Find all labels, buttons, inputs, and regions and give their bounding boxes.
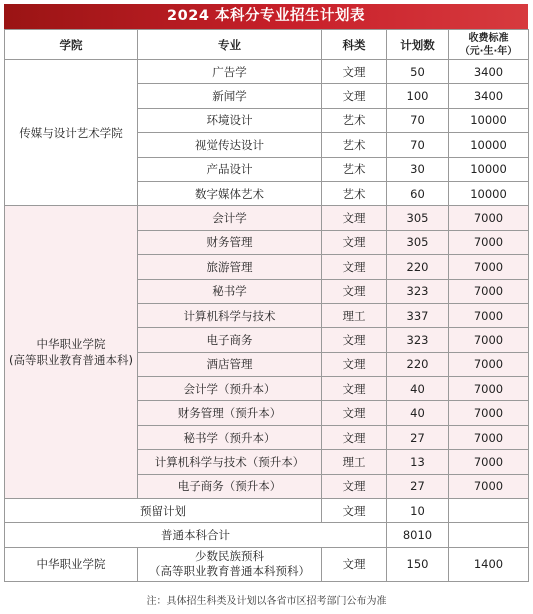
- enrollment-plan-table: [4, 29, 529, 582]
- footnote: 注：具体招生科类及计划以各省市区招考部门公布为准: [146, 596, 387, 607]
- fee-cell: 7000: [449, 328, 529, 352]
- plan-cell: 70: [387, 133, 449, 157]
- fee-cell: 10000: [449, 181, 529, 205]
- header-row: [5, 30, 529, 60]
- category-cell: 理工: [322, 450, 387, 474]
- fee-cell: 7000: [449, 206, 529, 230]
- plan-cell: 27: [387, 425, 449, 449]
- plan-cell: 323: [387, 328, 449, 352]
- category-cell: 理工: [322, 303, 387, 327]
- major-cell: 视觉传达设计: [138, 133, 322, 157]
- plan-cell: 305: [387, 230, 449, 254]
- fee-cell: 7000: [449, 425, 529, 449]
- college-cell: 传媒与设计艺术学院: [5, 60, 138, 206]
- header-major: 专业: [138, 30, 322, 60]
- fee-cell: 3400: [449, 60, 529, 84]
- major-cell: 产品设计: [138, 157, 322, 181]
- fee-cell: 7000: [449, 255, 529, 279]
- major-cell: 会计学（预升本）: [138, 377, 322, 401]
- plan-cell: 50: [387, 60, 449, 84]
- fee-cell: 7000: [449, 401, 529, 425]
- plan-cell: 323: [387, 279, 449, 303]
- major-cell: 数字媒体艺术: [138, 181, 322, 205]
- fee-cell: [449, 499, 529, 523]
- header-college: 学院: [5, 30, 138, 60]
- minority-major-name: 少数民族预科: [195, 549, 264, 564]
- plan-cell: 220: [387, 352, 449, 376]
- major-cell: 计算机科学与技术（预升本）: [138, 450, 322, 474]
- plan-cell: 10: [387, 499, 449, 523]
- fee-cell: 7000: [449, 377, 529, 401]
- header-category: 科类: [322, 30, 387, 60]
- fee-cell: 7000: [449, 474, 529, 498]
- category-cell: 文理: [322, 547, 387, 581]
- category-cell: 文理: [322, 401, 387, 425]
- category-cell: 文理: [322, 255, 387, 279]
- fee-cell: 3400: [449, 84, 529, 108]
- major-cell: [138, 547, 322, 581]
- category-cell: 文理: [322, 60, 387, 84]
- major-cell: 新闻学: [138, 84, 322, 108]
- minority-major-subtitle: （高等职业教育普通本科预科）: [149, 564, 310, 579]
- plan-cell: 60: [387, 181, 449, 205]
- plan-cell: 13: [387, 450, 449, 474]
- plan-cell: 337: [387, 303, 449, 327]
- category-cell: 艺术: [322, 181, 387, 205]
- category-cell: 文理: [322, 352, 387, 376]
- category-cell: 文理: [322, 377, 387, 401]
- major-cell: 旅游管理: [138, 255, 322, 279]
- plan-cell: 220: [387, 255, 449, 279]
- plan-cell: 27: [387, 474, 449, 498]
- major-cell: 财务管理: [138, 230, 322, 254]
- plan-cell: 70: [387, 108, 449, 132]
- plan-cell: 100: [387, 84, 449, 108]
- major-cell: 秘书学（预升本）: [138, 425, 322, 449]
- plan-cell: 40: [387, 401, 449, 425]
- major-cell: 会计学: [138, 206, 322, 230]
- major-cell: 电子商务（预升本）: [138, 474, 322, 498]
- category-cell: 文理: [322, 425, 387, 449]
- major-cell: 环境设计: [138, 108, 322, 132]
- category-cell: 文理: [322, 474, 387, 498]
- category-cell: 文理: [322, 206, 387, 230]
- category-cell: 文理: [322, 279, 387, 303]
- fee-cell: 7000: [449, 303, 529, 327]
- fee-cell: 7000: [449, 352, 529, 376]
- header-fee-label: 收费标准: [468, 32, 509, 44]
- table-row: [5, 206, 529, 230]
- table-row: [5, 60, 529, 84]
- total-plan: 8010: [387, 523, 449, 547]
- total-row: [5, 523, 529, 547]
- college-subtitle: (高等职业教育普通本科): [9, 353, 133, 368]
- fee-cell: 7000: [449, 279, 529, 303]
- fee-cell: [449, 523, 529, 547]
- plan-cell: 150: [387, 547, 449, 581]
- plan-cell: 40: [387, 377, 449, 401]
- reserve-row: [5, 499, 529, 523]
- header-plan: 计划数: [387, 30, 449, 60]
- fee-cell: 10000: [449, 157, 529, 181]
- college-cell: [5, 206, 138, 499]
- header-fee-unit: （元·生·年）: [459, 45, 518, 57]
- category-cell: 文理: [322, 84, 387, 108]
- fee-cell: 7000: [449, 450, 529, 474]
- major-cell: 电子商务: [138, 328, 322, 352]
- category-cell: 艺术: [322, 157, 387, 181]
- minority-row: [5, 547, 529, 581]
- major-cell: 酒店管理: [138, 352, 322, 376]
- major-cell: 秘书学: [138, 279, 322, 303]
- category-cell: 文理: [322, 499, 387, 523]
- fee-cell: 7000: [449, 230, 529, 254]
- reserve-label: 预留计划: [5, 499, 322, 523]
- major-cell: 广告学: [138, 60, 322, 84]
- category-cell: 艺术: [322, 108, 387, 132]
- total-label: 普通本科合计: [5, 523, 387, 547]
- table-title: 2024 本科分专业招生计划表: [4, 4, 528, 29]
- category-cell: 文理: [322, 230, 387, 254]
- major-cell: 计算机科学与技术: [138, 303, 322, 327]
- fee-cell: 10000: [449, 133, 529, 157]
- fee-cell: 1400: [449, 547, 529, 581]
- college-name: 中华职业学院: [36, 337, 106, 352]
- college-cell: 中华职业学院: [5, 547, 138, 581]
- plan-cell: 30: [387, 157, 449, 181]
- category-cell: 文理: [322, 328, 387, 352]
- major-cell: 财务管理（预升本）: [138, 401, 322, 425]
- category-cell: 艺术: [322, 133, 387, 157]
- header-fee: [449, 30, 529, 60]
- plan-cell: 305: [387, 206, 449, 230]
- fee-cell: 10000: [449, 108, 529, 132]
